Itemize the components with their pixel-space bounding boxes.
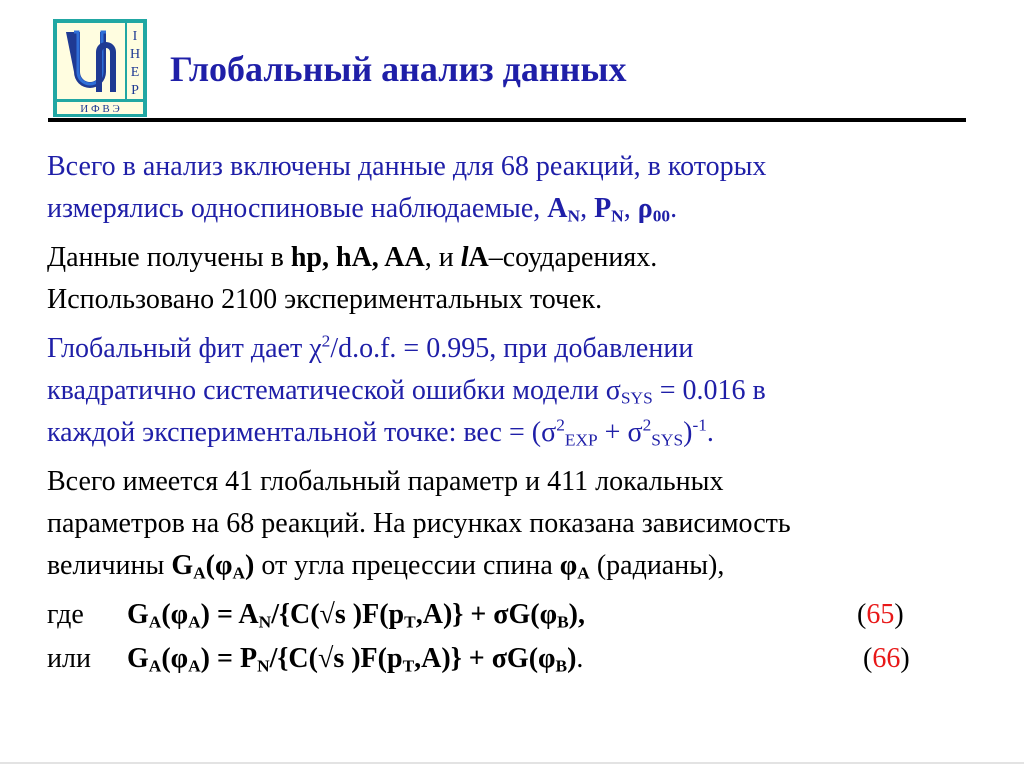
logo-letter-2: H	[129, 47, 141, 62]
p3-line3: каждой экспериментальной точке: вес = $(\sigma^2_{EXP} + \sigma^2_{SYS})^{-1}$.	[47, 415, 714, 450]
collision-types: hp, hA, AA	[290, 242, 425, 273]
paragraph-parameters	[47, 461, 997, 587]
p2-line1: Данные получены в hp, hA, AA, и lA–соударениях.	[47, 242, 658, 273]
p1-text: измерялись односпиновые наблюдаемые,	[47, 193, 548, 224]
p2-line2: Использовано 2100 экспериментальных точек.	[47, 284, 603, 315]
collision-lambda: lA	[460, 242, 489, 273]
p1-line2: измерялись односпиновые наблюдаемые, $A_N$, $P_N$, $\rho_{00}$.	[47, 193, 678, 226]
bottom-border	[0, 762, 1024, 764]
equation-65-body: $G_A(\varphi_A) = A_N/\{C(√s$ )$F(p_T,A)\} + \sigma G(\varphi_B)$,	[127, 599, 585, 632]
equation-66-number: (66)	[863, 643, 910, 674]
observable-p: $P_N$	[594, 193, 624, 226]
p3-line1: Глобальный фит дает $\chi^2/d.o.f$. = 0.995, при добавлении	[47, 331, 694, 364]
logo-letter-3: E	[130, 65, 140, 80]
logo-letter-4: P	[131, 83, 139, 98]
observable-a: $A_N$	[547, 193, 581, 226]
paragraph-collisions	[47, 237, 997, 321]
p3-line2: квадратично систематической ошибки модели $\sigma_{SYS} = 0.016$ в	[47, 375, 766, 408]
ihep-logo	[52, 18, 148, 118]
p4-line2: параметров на 68 реакций. На рисунках показана зависимость	[47, 508, 791, 539]
equation-66-label: или	[47, 643, 91, 674]
p4-line3: величины $G_A(\varphi_A)$ от угла прецессии спина $\varphi_A$ (радианы),	[47, 550, 725, 583]
g-function: $G_A(\varphi_A)$	[171, 550, 255, 583]
paragraph-data-scope	[47, 146, 997, 230]
equation-65-number: (65)	[857, 599, 904, 630]
logo-letter-1: I	[132, 29, 138, 44]
slide-title: Глобальный анализ данных	[170, 49, 627, 89]
title-underline	[48, 118, 966, 122]
slide-content	[47, 146, 997, 682]
equation-65	[47, 594, 997, 638]
equation-66	[47, 638, 997, 682]
phi-symbol: $\varphi_A$	[559, 550, 590, 583]
equation-65-label: где	[47, 599, 84, 630]
equation-66-body: $G_A(\varphi_A) = P_N/\{C(√s$ )$F(p_T,A)\} + \sigma G(\varphi_B)$.	[127, 643, 584, 676]
p1-line1: Всего в анализ включены данные для 68 реакций, в которых	[47, 151, 767, 182]
logo-bottom-text: И Ф В Э	[80, 103, 120, 115]
observable-rho: $\rho_{00}$	[637, 193, 671, 226]
p4-line1: Всего имеется 41 глобальный параметр и 411 локальных	[47, 466, 724, 497]
paragraph-global-fit	[47, 328, 997, 454]
